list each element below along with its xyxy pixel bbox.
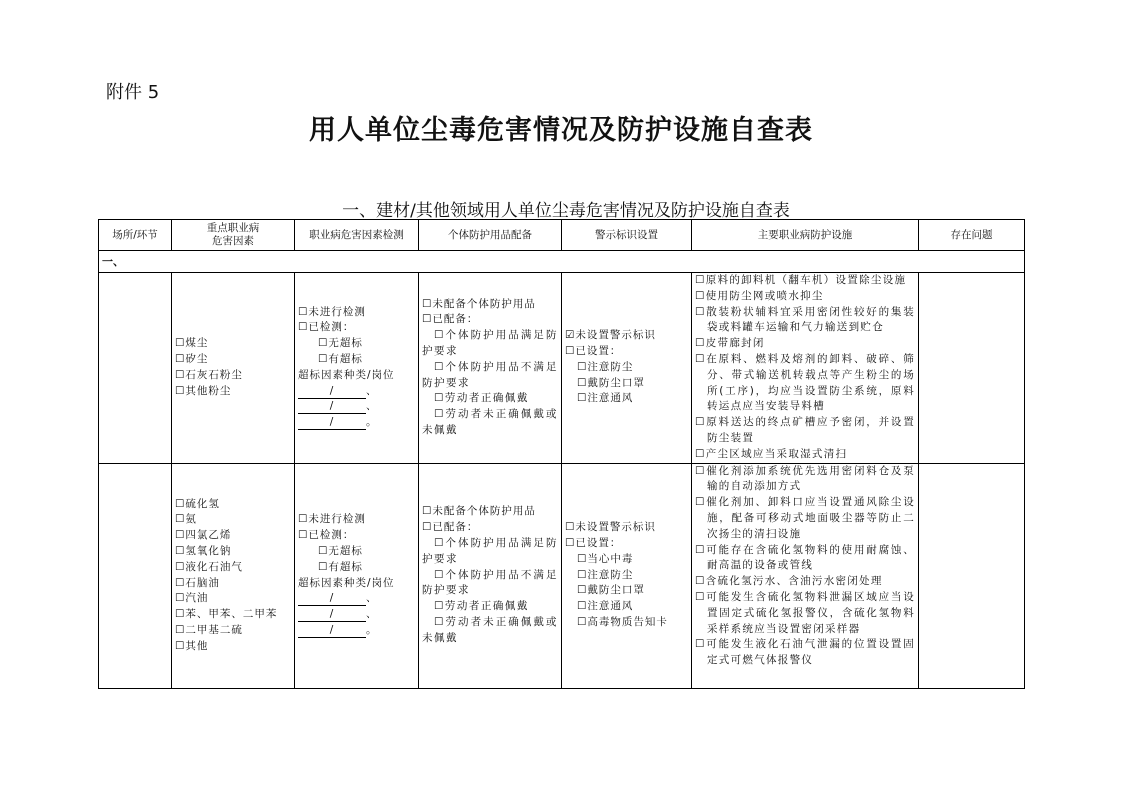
ppe-checkbox-item[interactable]: ☐劳动者正确佩戴 xyxy=(434,600,529,613)
sign-checkbox-item[interactable]: ☐已设置： xyxy=(565,345,622,358)
signs-cell xyxy=(562,273,692,464)
hazard-checkbox-item[interactable]: ☐石脑油 xyxy=(175,576,220,589)
punctuation: 。 xyxy=(366,416,378,429)
detection-checkbox-item[interactable]: ☐已检测： xyxy=(298,529,355,542)
sign-checkbox-item[interactable]: ☐戴防尘口罩 xyxy=(577,584,645,597)
exceed-entry-line xyxy=(298,607,415,623)
facility-checkbox-item[interactable]: ☐在原料、燃料及熔剂的卸料、破碎、筛分、带式输送机转载点等产生粉尘的场所(工序)，均应当设置防尘系统，原料转运点应当安装导料槽 xyxy=(695,352,915,413)
facilities-cell xyxy=(692,463,919,688)
facilities-cell xyxy=(692,273,919,464)
sign-checkbox-item[interactable]: ☐注意防尘 xyxy=(577,568,634,581)
detection-checkbox-item[interactable]: ☐无超标 xyxy=(318,337,363,350)
self-check-table xyxy=(98,219,1025,689)
header-hazards xyxy=(172,220,295,251)
section-label: 一、 xyxy=(99,251,1025,273)
facility-checkbox-item[interactable]: ☐使用防尘网或喷水抑尘 xyxy=(695,289,824,302)
facility-checkbox-item[interactable]: ☐含硫化氢污水、含油污水密闭处理 xyxy=(695,575,883,588)
hazard-checkbox-item[interactable]: ☐石灰石粉尘 xyxy=(175,368,243,381)
sign-checkbox-item[interactable]: ☐戴防尘口罩 xyxy=(577,376,645,389)
exceed-label: 超标因素种类/岗位 xyxy=(298,368,395,381)
sign-checkbox-item[interactable]: ☐注意通风 xyxy=(577,392,634,405)
ppe-checkbox-item[interactable]: ☐个体防护用品满足防护要求 xyxy=(422,329,558,358)
sign-checkbox-item[interactable]: ☐当心中毒 xyxy=(577,552,634,565)
sign-checkbox-item[interactable]: ☐已设置： xyxy=(565,537,622,550)
punctuation: 、 xyxy=(366,608,378,621)
hazards-cell xyxy=(172,273,295,464)
sign-checkbox-item[interactable]: ☑未设置警示标识 xyxy=(565,329,656,342)
hazard-checkbox-item[interactable]: ☐液化石油气 xyxy=(175,560,243,573)
exceed-entry-line xyxy=(298,384,415,400)
ppe-checkbox-item[interactable]: ☐未配备个体防护用品 xyxy=(422,505,536,518)
facility-checkbox-item[interactable]: ☐散装粉状辅料宜采用密闭性较好的集装袋或料罐车运输和气力输送到贮仓 xyxy=(695,305,915,334)
facility-checkbox-item[interactable]: ☐可能发生液化石油气泄漏的位置设置固定式可燃气体报警仪 xyxy=(695,638,915,667)
hazard-checkbox-item[interactable]: ☐煤尘 xyxy=(175,337,209,350)
hazard-checkbox-item[interactable]: ☐四氯乙烯 xyxy=(175,529,232,542)
ppe-checkbox-item[interactable]: ☐已配备： xyxy=(422,521,479,534)
exceed-entry-line xyxy=(298,415,415,431)
detection-checkbox-item[interactable]: ☐已检测： xyxy=(298,321,355,334)
header-detection: 职业病危害因素检测 xyxy=(295,220,419,251)
punctuation: 、 xyxy=(366,592,378,605)
detection-checkbox-item[interactable]: ☐未进行检测 xyxy=(298,305,366,318)
sign-checkbox-item[interactable]: ☐注意防尘 xyxy=(577,360,634,373)
hazard-checkbox-item[interactable]: ☐氨 xyxy=(175,513,197,526)
header-location: 场所/环节 xyxy=(99,220,172,251)
detection-checkbox-item[interactable]: ☐无超标 xyxy=(318,544,363,557)
ppe-checkbox-item[interactable]: ☐劳动者未正确佩戴或未佩戴 xyxy=(422,616,558,644)
page-title: 用人单位尘毒危害情况及防护设施自查表 xyxy=(309,115,813,146)
facility-checkbox-item[interactable]: ☐可能发生含硫化氢物料泄漏区域应当设置固定式硫化氢报警仪，含硫化氢物料采样系统应当设置密闭采样器 xyxy=(695,590,915,635)
facility-checkbox-item[interactable]: ☐原料送达的终点矿槽应予密闭，并设置防尘装置 xyxy=(695,416,915,444)
hazard-checkbox-item[interactable]: ☐氢氧化钠 xyxy=(175,544,232,557)
section-row xyxy=(99,251,1025,273)
sign-checkbox-item[interactable]: ☐高毒物质告知卡 xyxy=(577,616,668,629)
sign-checkbox-item[interactable]: ☐未设置警示标识 xyxy=(565,521,656,534)
detection-checkbox-item[interactable]: ☐未进行检测 xyxy=(298,513,366,526)
section-title: 一、建材/其他领域用人单位尘毒危害情况及防护设施自查表 xyxy=(342,201,790,221)
hazard-checkbox-item[interactable]: ☐苯、甲苯、二甲苯 xyxy=(175,608,278,621)
issues-cell[interactable] xyxy=(919,463,1025,688)
exceed-entry-field[interactable]: / xyxy=(298,608,366,622)
detection-checkbox-item[interactable]: ☐有超标 xyxy=(318,560,363,573)
facility-checkbox-item[interactable]: ☐可能存在含硫化氢物料的使用耐腐蚀、耐高温的设备或管线 xyxy=(695,543,915,572)
issues-cell[interactable] xyxy=(919,273,1025,464)
exceed-entry-field[interactable]: / xyxy=(298,624,366,638)
ppe-cell xyxy=(419,463,562,688)
table-header-row xyxy=(99,220,1025,251)
detection-cell xyxy=(295,463,419,688)
exceed-entry-field[interactable]: / xyxy=(298,385,366,399)
exceed-label: 超标因素种类/岗位 xyxy=(298,576,395,589)
detection-cell xyxy=(295,273,419,464)
ppe-cell xyxy=(419,273,562,464)
hazard-checkbox-item[interactable]: ☐其他 xyxy=(175,639,209,652)
hazard-checkbox-item[interactable]: ☐二甲基二硫 xyxy=(175,623,243,636)
location-cell[interactable] xyxy=(99,463,172,688)
hazard-checkbox-item[interactable]: ☐矽尘 xyxy=(175,352,209,365)
ppe-checkbox-item[interactable]: ☐个体防护用品不满足防护要求 xyxy=(422,568,558,597)
ppe-checkbox-item[interactable]: ☐劳动者正确佩戴 xyxy=(434,392,529,405)
header-signs: 警示标识设置 xyxy=(562,220,692,251)
ppe-checkbox-item[interactable]: ☐已配备： xyxy=(422,313,479,326)
table-row xyxy=(99,463,1025,688)
table-row xyxy=(99,273,1025,464)
punctuation: 。 xyxy=(366,623,378,636)
ppe-checkbox-item[interactable]: ☐个体防护用品不满足防护要求 xyxy=(422,360,558,389)
facility-checkbox-item[interactable]: ☐皮带廊封闭 xyxy=(695,337,765,350)
facility-checkbox-item[interactable]: ☐产尘区域应当采取湿式清扫 xyxy=(695,447,848,460)
header-hazards-text: 重点职业病 危害因素 xyxy=(206,222,260,247)
punctuation: 、 xyxy=(366,384,378,397)
header-issues: 存在问题 xyxy=(919,220,1025,251)
exceed-entry-field[interactable]: / xyxy=(298,592,366,606)
exceed-entry-line xyxy=(298,591,415,607)
detection-checkbox-item[interactable]: ☐有超标 xyxy=(318,352,363,365)
ppe-checkbox-item[interactable]: ☐未配备个体防护用品 xyxy=(422,297,536,310)
facility-checkbox-item[interactable]: ☐催化剂添加系统优先选用密闭料仓及泵输的自动添加方式 xyxy=(695,464,915,493)
hazard-checkbox-item[interactable]: ☐汽油 xyxy=(175,592,209,605)
ppe-checkbox-item[interactable]: ☐个体防护用品满足防护要求 xyxy=(422,537,558,565)
facility-checkbox-item[interactable]: ☐原料的卸料机（翻车机）设置除尘设施 xyxy=(695,274,907,286)
signs-cell xyxy=(562,463,692,688)
exceed-entry-field[interactable]: / xyxy=(298,416,366,430)
exceed-entry-line xyxy=(298,399,415,415)
facility-checkbox-item[interactable]: ☐催化剂加、卸料口应当设置通风除尘设施，配备可移动式地面吸尘器等防止二次扬尘的清扫设施 xyxy=(695,496,915,540)
punctuation: 、 xyxy=(366,400,378,413)
sign-checkbox-item[interactable]: ☐注意通风 xyxy=(577,600,634,613)
hazard-checkbox-item[interactable]: ☐硫化氢 xyxy=(175,497,220,510)
attachment-label: 附件 5 xyxy=(106,82,160,103)
exceed-entry-field[interactable]: / xyxy=(298,400,366,414)
ppe-checkbox-item[interactable]: ☐劳动者未正确佩戴或未佩戴 xyxy=(422,408,558,437)
header-facilities: 主要职业病防护设施 xyxy=(692,220,919,251)
hazard-checkbox-item[interactable]: ☐其他粉尘 xyxy=(175,384,232,397)
exceed-entry-line xyxy=(298,623,415,639)
hazards-cell xyxy=(172,463,295,688)
header-ppe: 个体防护用品配备 xyxy=(419,220,562,251)
location-cell[interactable] xyxy=(99,273,172,464)
